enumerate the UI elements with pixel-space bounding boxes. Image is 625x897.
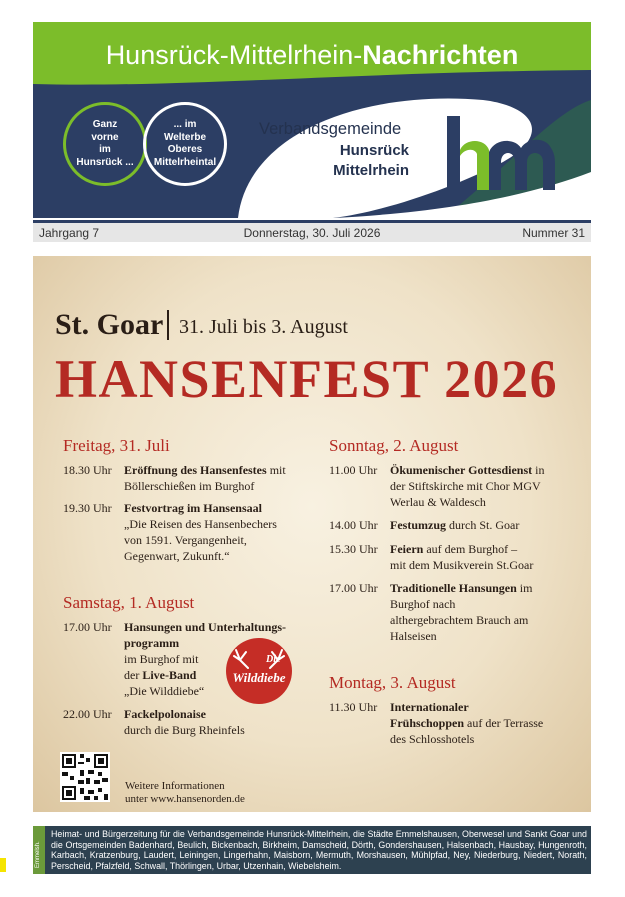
event-desc: Internationaler Frühschoppen auf der Terrasse des Schlosshotels bbox=[390, 700, 544, 746]
svg-text:Die: Die bbox=[266, 654, 281, 665]
event-time: 11.00 Uhr bbox=[329, 463, 378, 477]
issue-number: Nummer 31 bbox=[522, 226, 585, 240]
masthead bbox=[33, 22, 591, 218]
event-item bbox=[329, 462, 579, 512]
newspaper-title: Hunsrück-Mittelrhein-Nachrichten bbox=[105, 40, 519, 70]
event-desc: Eröffnung des Hansenfestes mit Böllerschießen im Burghof bbox=[124, 463, 286, 493]
event-desc: Ökumenischer Gottesdienst in der Stiftskirche mit Chor MGV Werlau & Waldesch bbox=[390, 463, 545, 509]
day-heading-friday: Freitag, 31. Juli bbox=[63, 436, 170, 455]
qr-code[interactable] bbox=[60, 752, 110, 802]
issue-volume: Jahrgang 7 bbox=[39, 226, 100, 240]
vg-name-line1: Hunsrück bbox=[339, 142, 409, 159]
vg-name-line2: Mittelrhein bbox=[333, 162, 409, 179]
wilddiebe-band-logo bbox=[226, 638, 292, 704]
event-item bbox=[329, 541, 579, 575]
footer-banner bbox=[33, 826, 591, 874]
event-desc: Feiern auf dem Burghof – mit dem Musikverein St.Goar bbox=[390, 542, 534, 572]
corner-marker bbox=[0, 858, 6, 872]
event-desc: Festvortrag im Hansensaal „Die Reisen des Hansenbechers von 1591. Vergangenheit, Gegenwart, Zukunft.“ bbox=[124, 501, 277, 563]
slogan-circle-left: Ganz vorne im Hunsrück ... bbox=[63, 102, 147, 186]
event-desc: Hansungen und Unterhaltungs- programm im Burghof mit der Live-Band „Die Wilddiebe“ bbox=[124, 620, 287, 698]
event-time: 18.30 Uhr bbox=[63, 463, 112, 477]
event-item bbox=[329, 580, 579, 646]
footer-edition-tag: Emmelsh. bbox=[33, 826, 45, 874]
event-item bbox=[63, 500, 303, 566]
event-time: 14.00 Uhr bbox=[329, 518, 378, 532]
event-time: 17.00 Uhr bbox=[63, 620, 112, 634]
poster-place: St. Goar bbox=[55, 308, 164, 341]
issue-date: Donnerstag, 30. Juli 2026 bbox=[243, 226, 381, 240]
more-info-text: Weitere Informationen unter www.hansenorden.de bbox=[125, 780, 245, 805]
vg-label: Verbandsgemeinde bbox=[259, 120, 402, 138]
antler-icon bbox=[226, 638, 292, 704]
poster-dates: 31. Juli bis 3. August bbox=[179, 316, 348, 338]
event-item bbox=[329, 517, 579, 535]
event-time: 22.00 Uhr bbox=[63, 707, 112, 721]
poster-divider bbox=[167, 310, 169, 340]
event-time: 11.30 Uhr bbox=[329, 700, 378, 714]
event-desc: Festumzug durch St. Goar bbox=[390, 518, 520, 532]
issue-info-bar bbox=[33, 220, 591, 242]
event-desc: Fackelpolonaise durch die Burg Rheinfels bbox=[124, 707, 245, 737]
event-item bbox=[63, 706, 303, 740]
day-heading-sunday: Sonntag, 2. August bbox=[329, 436, 459, 455]
poster-title: HANSENFEST 2026 bbox=[55, 349, 559, 409]
event-time: 19.30 Uhr bbox=[63, 501, 112, 515]
slogan-circle-right: ... im Welterbe Oberes Mittelrheintal bbox=[143, 102, 227, 186]
event-desc: Traditionelle Hansungen im Burghof nach althergebrachtem Brauch am Halseisen bbox=[390, 581, 533, 643]
footer-text: Heimat- und Bürgerzeitung für die Verbandsgemeinde Hunsrück-Mittelrhein, die Städte Emmelshausen, Oberwesel und Sankt Goar und die Ortsgemeinden Badenhard, Beulich, Bickenbach, Birkheim, Damscheid, Dörth, Gondershausen, Halsenbach, Hausbay, Hungenroth, Karbach, Kratzenburg, Laudert, Leiningen, Lingerhahn, Maisborn, Mermuth, Morshausen, Mühlpfad, Ney, Niederburg, Niedert, Norath, Perscheid, Pfalzfeld, Schwall, Thörlingen, Urbar, Utzenhain, Wiebelsheim. bbox=[51, 829, 587, 871]
event-time: 15.30 Uhr bbox=[329, 542, 378, 556]
day-heading-saturday: Samstag, 1. August bbox=[63, 593, 195, 612]
svg-text:Wilddiebe: Wilddiebe bbox=[232, 670, 286, 685]
hansenfest-poster bbox=[33, 256, 591, 812]
qr-code-icon bbox=[60, 752, 110, 802]
day-heading-monday: Montag, 3. August bbox=[329, 673, 456, 692]
event-item bbox=[329, 699, 579, 749]
event-item bbox=[63, 462, 303, 496]
event-time: 17.00 Uhr bbox=[329, 581, 378, 595]
